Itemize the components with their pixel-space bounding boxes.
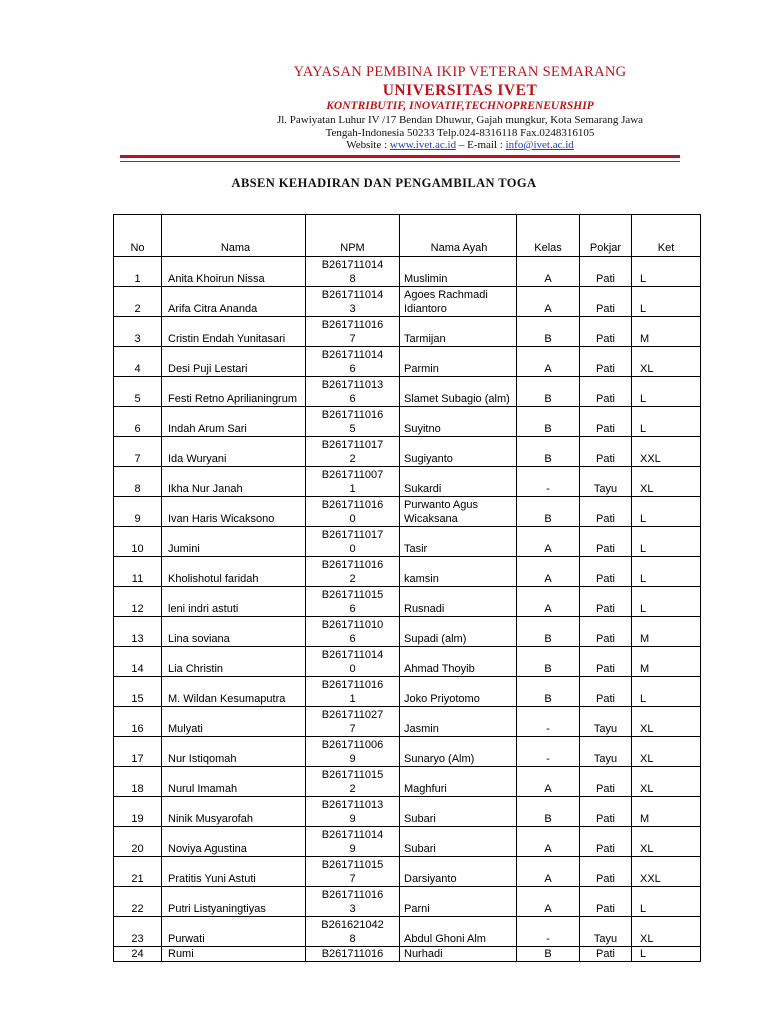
- cell-ket: L: [632, 587, 701, 617]
- cell-ket: XXL: [632, 857, 701, 887]
- cell-ket: L: [632, 557, 701, 587]
- table-row: [114, 887, 701, 917]
- cell-ket: XL: [632, 707, 701, 737]
- cell-kelas: B: [517, 797, 580, 827]
- cell-pokjar: Tayu: [580, 917, 632, 947]
- npm-part-2: 9: [349, 753, 356, 765]
- npm-part-2: 0: [349, 543, 356, 555]
- cell-pokjar: Pati: [580, 497, 632, 527]
- cell-npm: [306, 347, 400, 377]
- cell-pokjar: Pati: [580, 617, 632, 647]
- cell-pokjar: Pati: [580, 887, 632, 917]
- cell-kelas: B: [517, 647, 580, 677]
- cell-nama: Purwati: [162, 917, 306, 947]
- cell-npm: [306, 317, 400, 347]
- npm-part-2: 9: [349, 843, 356, 855]
- table-row: [114, 467, 701, 497]
- npm-part-1: B261711006: [321, 739, 384, 751]
- npm-part-1: B261711016: [321, 499, 384, 511]
- cell-npm: [306, 377, 400, 407]
- npm-part-1: B261711016: [321, 679, 384, 691]
- table-row: [114, 617, 701, 647]
- cell-nama-ayah: Darsiyanto: [400, 857, 517, 887]
- cell-no: 6: [114, 407, 162, 437]
- cell-pokjar: Pati: [580, 797, 632, 827]
- npm-part-1: B261711014: [321, 289, 384, 301]
- cell-npm: [306, 467, 400, 497]
- table-row: [114, 917, 701, 947]
- header-npm: NPM: [306, 215, 400, 257]
- foundation-name: YAYASAN PEMBINA IKIP VETERAN SEMARANG: [293, 64, 627, 80]
- cell-pokjar: Pati: [580, 287, 632, 317]
- cell-kelas: A: [517, 587, 580, 617]
- cell-nama: Lina soviana: [162, 617, 306, 647]
- cell-nama-ayah: Suyitno: [400, 407, 517, 437]
- cell-no: 19: [114, 797, 162, 827]
- npm-part-2: 3: [349, 903, 356, 915]
- letterhead-rule-thin: [120, 161, 680, 162]
- npm-part-2: 2: [349, 573, 356, 585]
- cell-no: 23: [114, 917, 162, 947]
- npm-part-2: 1: [349, 483, 356, 495]
- cell-npm: [306, 947, 400, 962]
- cell-nama-ayah: Tasir: [400, 527, 517, 557]
- cell-npm: [306, 407, 400, 437]
- cell-npm: [306, 857, 400, 887]
- cell-pokjar: Pati: [580, 947, 632, 962]
- cell-nama-ayah: Ahmad Thoyib: [400, 647, 517, 677]
- cell-nama: Ninik Musyarofah: [162, 797, 306, 827]
- cell-ket: M: [632, 317, 701, 347]
- website-link[interactable]: www.ivet.ac.id: [389, 139, 457, 151]
- cell-pokjar: Pati: [580, 647, 632, 677]
- cell-nama-ayah: Parni: [400, 887, 517, 917]
- cell-pokjar: Pati: [580, 257, 632, 287]
- cell-nama-ayah: Nurhadi: [400, 947, 517, 962]
- cell-no: 11: [114, 557, 162, 587]
- npm-part-1: B261711015: [321, 769, 384, 781]
- cell-npm: [306, 287, 400, 317]
- table-row: [114, 317, 701, 347]
- cell-kelas: -: [517, 467, 580, 497]
- cell-nama-ayah: Supadi (alm): [400, 617, 517, 647]
- cell-nama: Arifa Citra Ananda: [162, 287, 306, 317]
- cell-ket: XL: [632, 917, 701, 947]
- letterhead-rule-thick: [120, 155, 680, 158]
- address-line-1: Jl. Pawiyatan Luhur IV /17 Bendan Dhuwur, Gajah mungkur, Kota Semarang Jawa: [276, 114, 644, 126]
- cell-ket: XL: [632, 827, 701, 857]
- table-row: [114, 827, 701, 857]
- npm-part-1: B261711014: [321, 649, 384, 661]
- cell-kelas: -: [517, 707, 580, 737]
- cell-nama: Festi Retno Aprilianingrum: [162, 377, 306, 407]
- cell-ket: L: [632, 887, 701, 917]
- cell-kelas: B: [517, 377, 580, 407]
- table-row: [114, 647, 701, 677]
- cell-nama: Ivan Haris Wicaksono: [162, 497, 306, 527]
- table-row: [114, 767, 701, 797]
- cell-npm: [306, 587, 400, 617]
- cell-kelas: B: [517, 317, 580, 347]
- cell-ket: M: [632, 647, 701, 677]
- cell-nama: Nurul Imamah: [162, 767, 306, 797]
- npm-part-2: 6: [349, 603, 356, 615]
- cell-ket: L: [632, 407, 701, 437]
- cell-pokjar: Pati: [580, 377, 632, 407]
- npm-part-1: B261711013: [321, 799, 384, 811]
- table-row: [114, 587, 701, 617]
- header-nama-ayah: Nama Ayah: [400, 215, 517, 257]
- npm-part-1: B261711027: [321, 709, 384, 721]
- npm-part-2: 7: [349, 333, 356, 345]
- cell-nama-ayah: Subari: [400, 827, 517, 857]
- cell-no: 15: [114, 677, 162, 707]
- table-row: [114, 437, 701, 467]
- npm-part-2: 8: [349, 933, 356, 945]
- cell-nama: Anita Khoirun Nissa: [162, 257, 306, 287]
- cell-npm: [306, 257, 400, 287]
- cell-nama: leni indri astuti: [162, 587, 306, 617]
- cell-nama-ayah: Subari: [400, 797, 517, 827]
- npm-part-2: 6: [349, 393, 356, 405]
- cell-no: 14: [114, 647, 162, 677]
- cell-kelas: B: [517, 497, 580, 527]
- cell-kelas: -: [517, 917, 580, 947]
- cell-npm: [306, 767, 400, 797]
- cell-no: 1: [114, 257, 162, 287]
- cell-npm: [306, 707, 400, 737]
- cell-ket: L: [632, 287, 701, 317]
- table-row: [114, 407, 701, 437]
- cell-ket: L: [632, 497, 701, 527]
- table-row: [114, 347, 701, 377]
- cell-no: 4: [114, 347, 162, 377]
- table-row: [114, 527, 701, 557]
- document-title: ABSEN KEHADIRAN DAN PENGAMBILAN TOGA: [231, 176, 537, 190]
- npm-part-2: 2: [349, 453, 356, 465]
- cell-npm: [306, 797, 400, 827]
- cell-no: 16: [114, 707, 162, 737]
- cell-no: 10: [114, 527, 162, 557]
- address-line-2: Tengah-Indonesia 50233 Telp.024-8316118 Fax.0248316105: [325, 127, 595, 139]
- cell-nama: Desi Puji Lestari: [162, 347, 306, 377]
- cell-nama: Rumi: [162, 947, 306, 962]
- cell-nama-ayah: Maghfuri: [400, 767, 517, 797]
- cell-no: 5: [114, 377, 162, 407]
- cell-pokjar: Tayu: [580, 737, 632, 767]
- npm-part-1: B261711016: [321, 319, 384, 331]
- cell-kelas: B: [517, 677, 580, 707]
- npm-part-1: B261711016: [321, 948, 384, 960]
- npm-part-1: B261711014: [321, 259, 384, 271]
- cell-nama: Jumini: [162, 527, 306, 557]
- table-row: [114, 737, 701, 767]
- email-link[interactable]: info@ivet.ac.id: [505, 139, 574, 151]
- cell-ket: L: [632, 377, 701, 407]
- npm-part-2: 2: [349, 783, 356, 795]
- cell-pokjar: Pati: [580, 347, 632, 377]
- npm-part-1: B261711010: [321, 619, 384, 631]
- cell-kelas: A: [517, 287, 580, 317]
- cell-nama-ayah: Joko Priyotomo: [400, 677, 517, 707]
- cell-nama-ayah: Tarmijan: [400, 317, 517, 347]
- header-no: No: [114, 215, 162, 257]
- cell-no: 20: [114, 827, 162, 857]
- npm-part-1: B261711014: [321, 349, 384, 361]
- cell-kelas: A: [517, 347, 580, 377]
- cell-npm: [306, 557, 400, 587]
- cell-nama: Putri Listyaningtiyas: [162, 887, 306, 917]
- cell-ket: XL: [632, 737, 701, 767]
- header-pokjar: Pokjar: [580, 215, 632, 257]
- cell-kelas: A: [517, 257, 580, 287]
- npm-part-2: 0: [349, 663, 356, 675]
- cell-pokjar: Tayu: [580, 467, 632, 497]
- cell-no: 18: [114, 767, 162, 797]
- npm-part-2: 5: [349, 423, 356, 435]
- npm-part-1: B261621042: [321, 919, 384, 931]
- cell-kelas: A: [517, 527, 580, 557]
- cell-no: 8: [114, 467, 162, 497]
- cell-nama-ayah: Slamet Subagio (alm): [400, 377, 517, 407]
- cell-no: 12: [114, 587, 162, 617]
- cell-ket: L: [632, 677, 701, 707]
- cell-kelas: B: [517, 437, 580, 467]
- table-row: [114, 377, 701, 407]
- npm-part-1: B261711017: [321, 529, 384, 541]
- table-row: [114, 947, 701, 962]
- table-row: [114, 497, 701, 527]
- npm-part-2: 8: [349, 273, 356, 285]
- cell-no: 2: [114, 287, 162, 317]
- cell-ket: M: [632, 797, 701, 827]
- cell-npm: [306, 887, 400, 917]
- cell-nama: Nur Istiqomah: [162, 737, 306, 767]
- table-row: [114, 857, 701, 887]
- cell-kelas: A: [517, 887, 580, 917]
- table-header-row: [114, 215, 701, 257]
- cell-nama-ayah: Sukardi: [400, 467, 517, 497]
- cell-kelas: A: [517, 767, 580, 797]
- cell-no: 9: [114, 497, 162, 527]
- cell-nama-ayah: Jasmin: [400, 707, 517, 737]
- npm-part-1: B261711007: [321, 469, 384, 481]
- npm-part-1: B261711013: [321, 379, 384, 391]
- cell-nama: Noviya Agustina: [162, 827, 306, 857]
- table-row: [114, 797, 701, 827]
- cell-kelas: B: [517, 947, 580, 962]
- cell-npm: [306, 827, 400, 857]
- cell-ket: L: [632, 527, 701, 557]
- cell-nama: Ida Wuryani: [162, 437, 306, 467]
- npm-part-1: B261711014: [321, 829, 384, 841]
- cell-no: 17: [114, 737, 162, 767]
- cell-ket: L: [632, 257, 701, 287]
- table-body: [114, 257, 701, 962]
- cell-ket: XL: [632, 347, 701, 377]
- cell-pokjar: Pati: [580, 557, 632, 587]
- cell-no: 24: [114, 947, 162, 962]
- cell-nama: Mulyati: [162, 707, 306, 737]
- npm-part-2: 1: [349, 693, 356, 705]
- table-row: [114, 707, 701, 737]
- cell-nama-ayah: Purwanto Agus Wicaksana: [400, 497, 517, 527]
- cell-no: 13: [114, 617, 162, 647]
- cell-ket: M: [632, 617, 701, 647]
- npm-part-2: 3: [349, 303, 356, 315]
- cell-kelas: -: [517, 737, 580, 767]
- cell-npm: [306, 497, 400, 527]
- npm-part-2: 7: [349, 723, 356, 735]
- cell-nama-ayah: Parmin: [400, 347, 517, 377]
- university-name: UNIVERSITAS IVET: [382, 82, 538, 99]
- cell-kelas: A: [517, 557, 580, 587]
- npm-part-2: 7: [349, 873, 356, 885]
- cell-npm: [306, 647, 400, 677]
- cell-ket: XL: [632, 467, 701, 497]
- npm-part-1: B261711016: [321, 409, 384, 421]
- cell-no: 21: [114, 857, 162, 887]
- cell-nama-ayah: kamsin: [400, 557, 517, 587]
- cell-ket: XXL: [632, 437, 701, 467]
- cell-nama-ayah: Agoes Rachmadi Idiantoro: [400, 287, 517, 317]
- cell-npm: [306, 617, 400, 647]
- cell-npm: [306, 917, 400, 947]
- cell-nama-ayah: Sugiyanto: [400, 437, 517, 467]
- npm-part-1: B261711015: [321, 859, 384, 871]
- cell-nama: Lia Christin: [162, 647, 306, 677]
- cell-nama: Cristin Endah Yunitasari: [162, 317, 306, 347]
- cell-kelas: B: [517, 407, 580, 437]
- cell-nama: Pratitis Yuni Astuti: [162, 857, 306, 887]
- table-row: [114, 257, 701, 287]
- cell-nama: M. Wildan Kesumaputra: [162, 677, 306, 707]
- cell-no: 7: [114, 437, 162, 467]
- cell-nama-ayah: Sunaryo (Alm): [400, 737, 517, 767]
- table-row: [114, 287, 701, 317]
- cell-pokjar: Pati: [580, 827, 632, 857]
- cell-pokjar: Pati: [580, 677, 632, 707]
- table-row: [114, 677, 701, 707]
- cell-ket: L: [632, 947, 701, 962]
- npm-part-2: 0: [349, 513, 356, 525]
- cell-pokjar: Pati: [580, 407, 632, 437]
- npm-part-1: B261711015: [321, 589, 384, 601]
- cell-pokjar: Pati: [580, 857, 632, 887]
- cell-nama: Kholishotul faridah: [162, 557, 306, 587]
- cell-npm: [306, 737, 400, 767]
- cell-nama: Indah Arum Sari: [162, 407, 306, 437]
- npm-part-2: 6: [349, 633, 356, 645]
- cell-nama-ayah: Rusnadi: [400, 587, 517, 617]
- header-ket: Ket: [632, 215, 701, 257]
- cell-npm: [306, 677, 400, 707]
- table-row: [114, 557, 701, 587]
- cell-pokjar: Pati: [580, 527, 632, 557]
- cell-npm: [306, 527, 400, 557]
- cell-npm: [306, 437, 400, 467]
- cell-kelas: A: [517, 857, 580, 887]
- header-nama: Nama: [162, 215, 306, 257]
- npm-part-1: B261711016: [321, 559, 384, 571]
- npm-part-1: B261711017: [321, 439, 384, 451]
- cell-pokjar: Pati: [580, 587, 632, 617]
- cell-no: 22: [114, 887, 162, 917]
- cell-pokjar: Pati: [580, 767, 632, 797]
- npm-part-2: 9: [349, 813, 356, 825]
- cell-nama-ayah: Muslimin: [400, 257, 517, 287]
- cell-ket: XL: [632, 767, 701, 797]
- attendance-table: [113, 214, 701, 962]
- npm-part-1: B261711016: [321, 889, 384, 901]
- website-label: Website :: [346, 139, 390, 151]
- cell-no: 3: [114, 317, 162, 347]
- cell-kelas: A: [517, 827, 580, 857]
- university-motto: KONTRIBUTIF, INOVATIF,TECHNOPRENEURSHIP: [326, 100, 594, 112]
- cell-pokjar: Pati: [580, 317, 632, 347]
- header-kelas: Kelas: [517, 215, 580, 257]
- cell-kelas: B: [517, 617, 580, 647]
- npm-part-2: 6: [349, 363, 356, 375]
- cell-pokjar: Pati: [580, 437, 632, 467]
- cell-nama-ayah: Abdul Ghoni Alm: [400, 917, 517, 947]
- cell-nama: Ikha Nur Janah: [162, 467, 306, 497]
- contact-line: [200, 139, 720, 151]
- cell-pokjar: Tayu: [580, 707, 632, 737]
- email-label: – E-mail :: [456, 139, 506, 151]
